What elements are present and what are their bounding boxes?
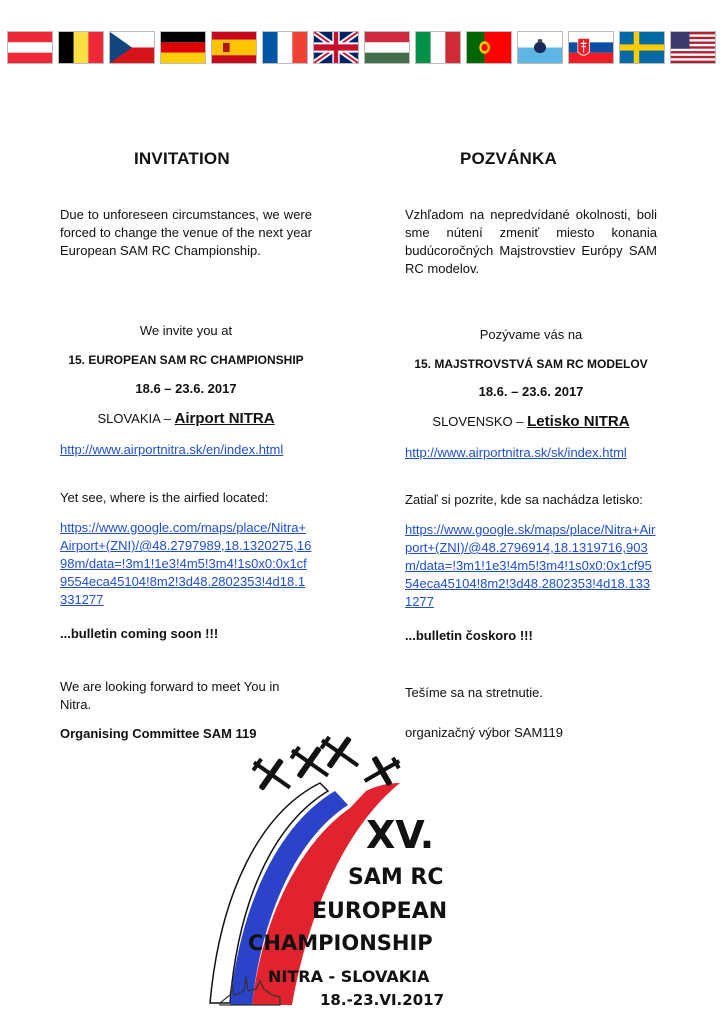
event-name-en: 15. EUROPEAN SAM RC CHAMPIONSHIP: [68, 353, 304, 367]
bulletin-note-en: ...bulletin coming soon !!!: [60, 626, 219, 641]
airport-name-sk: Letisko NITRA: [527, 413, 630, 430]
intro-text-en: Due to unforeseen circumstances, we were forced to change the venue of the next year European SAM RC Championship.: [60, 207, 312, 258]
czech-flag: [109, 31, 155, 64]
venue-en: [60, 410, 312, 428]
flag-strip: [7, 31, 723, 64]
germany-flag: [160, 31, 206, 64]
airport-website-link-en[interactable]: http://www.airportnitra.sk/en/index.html: [60, 442, 284, 457]
country-label-en: SLOVAKIA –: [97, 411, 175, 426]
usa-flag: [670, 31, 716, 64]
france-flag: [262, 31, 308, 64]
logo-dates: 18.-23.VI.2017: [320, 991, 445, 1009]
venue-sk: [405, 413, 657, 431]
intro-text-sk: Vzhľadom na nepredvídané okolnosti, boli sme nútení zmeniť miesto konania budúcoročných Majstrovstiev Európy SAM RC modelov.: [405, 207, 657, 276]
austria-flag: [7, 31, 53, 64]
slovakia-flag: [568, 31, 614, 64]
belgium-flag: [58, 31, 104, 64]
logo-line-championship: CHAMPIONSHIP: [248, 931, 433, 955]
event-dates-en: 18.6 – 23.6. 2017: [135, 381, 237, 396]
italy-flag: [415, 31, 461, 64]
signature-en: Organising Committee SAM 119: [60, 726, 257, 741]
airport-name-en: Airport NITRA: [174, 410, 275, 427]
signature-sk: organizačný výbor SAM119: [405, 725, 564, 740]
portugal-flag: [466, 31, 512, 64]
invite-text-en: We invite you at: [139, 323, 233, 338]
event-name-sk: 15. MAJSTROVSTVÁ SAM RC MODELOV: [414, 357, 648, 371]
logo-numeral: XV.: [366, 813, 435, 857]
logo-line-european: EUROPEAN: [312, 899, 448, 924]
closing-text-en: We are looking forward to meet You in Nitra.: [60, 679, 280, 712]
page-title-sk: POZVÁNKA: [460, 149, 557, 168]
map-link-sk[interactable]: https://www.google.sk/maps/place/Nitra+Airport+(ZNI)/@48.2796914,18.1319716,903m/data=!3m1!1e3!4m5!3m4!1s0x0:0x1cf9554eca45104!8m2!3d48.2802353!4d18.1331277: [405, 522, 656, 609]
country-label-sk: SLOVENSKO –: [432, 414, 528, 429]
event-dates-sk: 18.6. – 23.6. 2017: [478, 384, 584, 399]
closing-text-sk: Tešíme sa na stretnutie.: [405, 685, 544, 700]
page-title-en: INVITATION: [134, 149, 230, 168]
sweden-flag: [619, 31, 665, 64]
spain-flag: [211, 31, 257, 64]
logo-city: NITRA - SLOVAKIA: [268, 967, 430, 986]
uk-flag: [313, 31, 359, 64]
bulletin-note-sk: ...bulletin čoskoro !!!: [405, 628, 533, 643]
logo-line-sam-rc: SAM RC: [348, 865, 444, 890]
map-link-en[interactable]: https://www.google.com/maps/place/Nitra+Airport+(ZNI)/@48.2797989,18.1320275,1698m/data=!3m1!1e3!4m5!3m4!1s0x0:0x1cf9554eca45104!8m2!3d48.2802353!4d18.1331277: [60, 520, 312, 607]
invite-text-sk: Pozývame vás na: [479, 327, 583, 342]
airport-website-link-sk[interactable]: http://www.airportnitra.sk/sk/index.html: [405, 445, 627, 460]
location-text-sk: Zatiaľ si pozrite, kde sa nachádza letisko:: [405, 492, 643, 507]
hungary-flag: [364, 31, 410, 64]
san-marino-flag: [517, 31, 563, 64]
location-text-en: Yet see, where is the airfied located:: [60, 490, 269, 505]
championship-logo: [200, 733, 460, 1019]
